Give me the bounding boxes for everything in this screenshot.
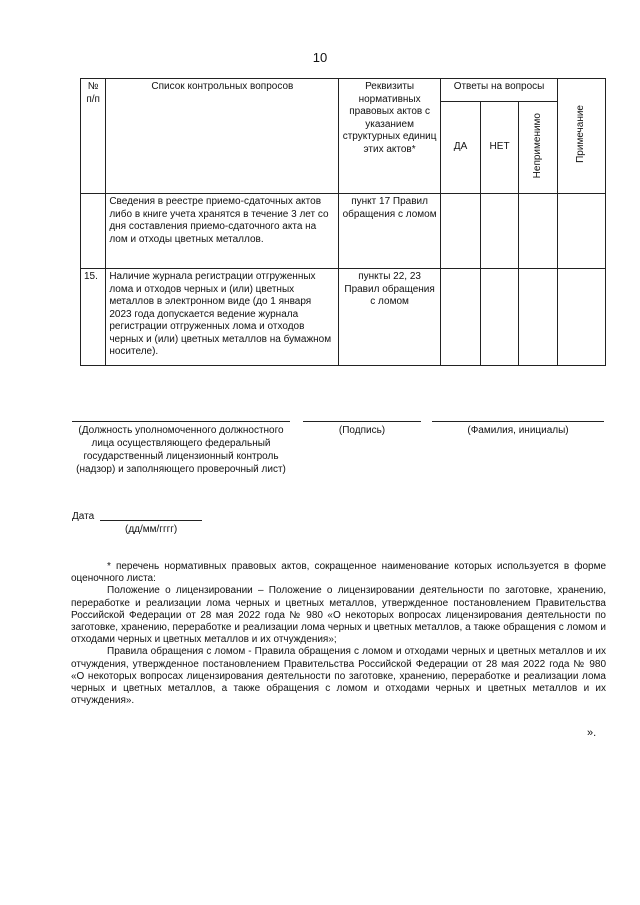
header-yes: ДА xyxy=(440,102,481,194)
footnote-asterisk: * перечень нормативных правовых актов, сокращенное наименование которых используется в форме оценочного листа: xyxy=(71,561,606,585)
signature-label: (Подпись) xyxy=(338,425,386,436)
footnote-licensing: Положение о лицензировании – Положение о лицензировании деятельности по заготовке, хранению, переработке и реализации лома черных и цветных металлов, утвержденное постановлением Правительства Российской Федерации от 28 мая 2022 года № 980 «О некоторых вопросах лицензирования деятельности по заготовке, хранению, переработке и реализации лома черных и цветных металлов, а также обращения с ломом и отходами черных и цветных металлов и их отчуждения»; xyxy=(71,585,606,646)
header-answers: Ответы на вопросы xyxy=(440,79,558,102)
header-na-cell xyxy=(518,102,558,194)
date-label: Дата xyxy=(72,511,95,522)
checklist-table xyxy=(80,78,606,366)
note-cell[interactable] xyxy=(558,194,606,269)
name-line[interactable] xyxy=(432,421,604,422)
header-references: Реквизиты нормативных правовых актов с указанием структурных единиц этих актов* xyxy=(339,79,440,194)
header-note: Примечание xyxy=(575,104,587,163)
row-num: 15. xyxy=(81,269,106,366)
footnotes xyxy=(71,561,606,707)
table-row xyxy=(81,194,606,269)
header-questions: Список контрольных вопросов xyxy=(106,79,339,194)
answer-no-cell[interactable] xyxy=(481,194,519,269)
row-reference: пункты 22, 23 Правил обращения с ломом xyxy=(339,269,440,366)
row-reference: пункт 17 Правил обращения с ломом xyxy=(339,194,440,269)
answer-no-cell[interactable] xyxy=(481,269,519,366)
date-format: (дд/мм/гггг) xyxy=(125,524,178,535)
footnote-scrap-rules: Правила обращения с ломом - Правила обращения с ломом и отходами черных и цветных металлов и их отчуждения, утвержденное постановлением Правительства Российской Федерации от 28 мая 2022 года № 980 «О некоторых вопросах лицензирования деятельности по заготовке, хранению, переработке и реализации лома черных и цветных металлов, а также обращения с ломом и отходами черных и цветных металлов и их отчуждения». xyxy=(71,646,606,707)
header-num: № п/п xyxy=(81,79,106,194)
answer-yes-cell[interactable] xyxy=(440,269,481,366)
page-number: 10 xyxy=(312,50,328,65)
header-no: НЕТ xyxy=(481,102,519,194)
answer-yes-cell[interactable] xyxy=(440,194,481,269)
position-label: (Должность уполномоченного должностного лица осуществляющего федеральный государственный лицензионный контроль (надзор) и заполняющего проверочный лист) xyxy=(76,425,286,475)
header-note-cell xyxy=(558,79,606,194)
position-line[interactable] xyxy=(72,421,290,422)
table-row xyxy=(81,269,606,366)
signature-line[interactable] xyxy=(303,421,421,422)
row-num xyxy=(81,194,106,269)
date-line[interactable] xyxy=(100,520,202,521)
row-question: Наличие журнала регистрации отгруженных лома и отходов черных и (или) цветных металлов в электронном виде (до 1 января 2023 года допускается ведение журнала регистрации отгруженных лома и отходов черных и (или) цветных металлов на бумажном носителе). xyxy=(106,269,339,366)
closing-quote: ». xyxy=(587,727,597,739)
answer-na-cell[interactable] xyxy=(518,269,558,366)
table-header-row xyxy=(81,79,606,102)
note-cell[interactable] xyxy=(558,269,606,366)
row-question: Сведения в реестре приемо-сдаточных актов либо в книге учета хранятся в течение 3 лет со дня составления приемо-сдаточного акта на лом и отходы цветных металлов. xyxy=(106,194,339,269)
header-not-applicable: Неприменимо xyxy=(531,112,543,178)
answer-na-cell[interactable] xyxy=(518,194,558,269)
name-label: (Фамилия, инициалы) xyxy=(467,425,569,436)
